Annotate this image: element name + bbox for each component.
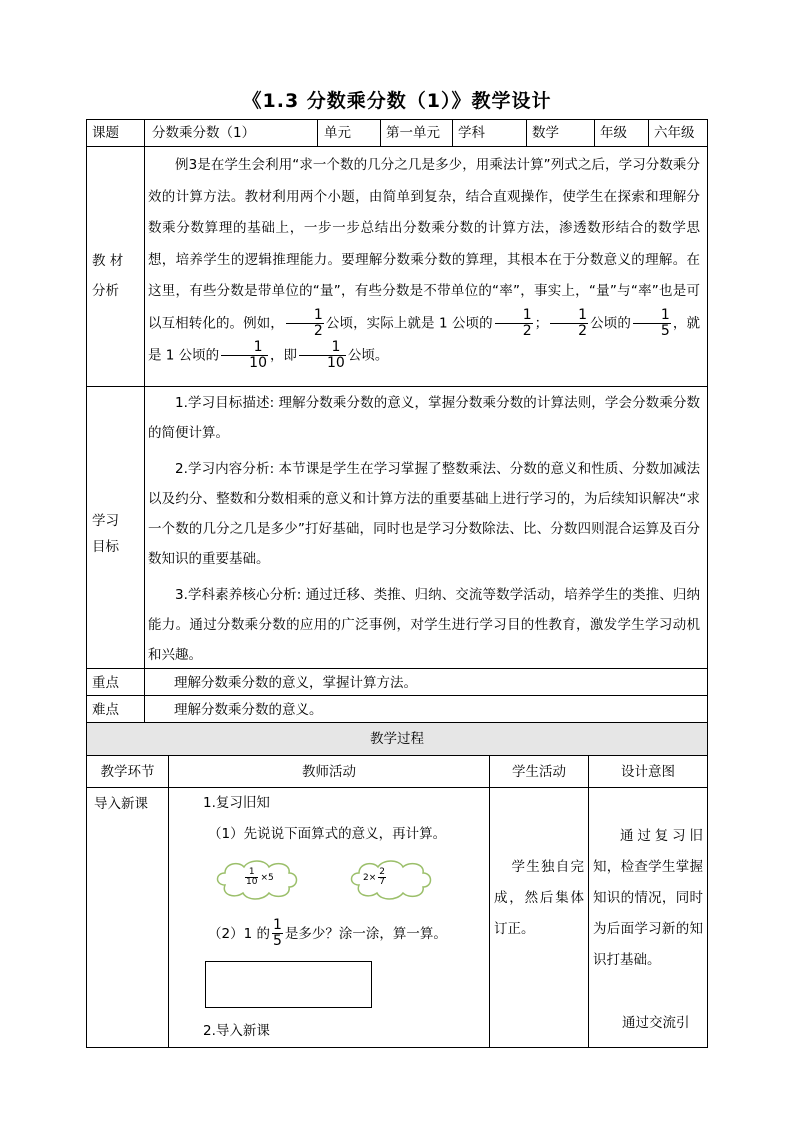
design-intent-1: 通过复习旧知，检查学生掌握知识的情况，同时为后面学习新的知识打基础。	[593, 828, 703, 968]
goals-label-line2: 目标	[92, 539, 119, 555]
goal-content-analysis: 2.学习内容分析: 本节课是学生在学习掌握了整数乘法、分数的意义和性质、分数加减法以及约分、整数和分数相乘的意义和计算方法的重要基础上进行学习的，为后续知识解决“求一个数的几分之几是多少”打好基础，同时也是学习分数除法、比、分数四则混合运算及百分数知识的重要基础。	[148, 461, 700, 567]
subject-label: 学科	[458, 125, 485, 141]
difficulty-label: 难点	[92, 702, 119, 718]
topic-value: 分数乘分数（1）	[152, 125, 256, 141]
goals-content	[148, 388, 700, 670]
topic-label: 课题	[92, 125, 119, 141]
analysis-paragraph: 例3是在学生会利用“求一个数的几分之几是多少，用乘法计算”列式之后，学习分数乘分效的计算方法。教材利用两个小题，由简单到复杂，结合直观操作，使学生在探索和理解分数乘分数算理的基础上，一步一步总结出分数乘分数的计算方法，渗透数形结合的数学思想，培养学生的逻辑推理能力。要理解分数乘分数的算理，其根本在于分数意义的理解。在这里，有些分数是带单位的“量”，有些分数是不带单位的“率”，事实上，“量”与“率”也是可以互相转化的。例如， $\frac{1}{2}$ 公顷，实际上就是 1 公顷的 $\frac{1}{2}$ ； $\frac{1}{2}$ 公顷的 $\frac{1}{5}$ ，就是 1 公顷的 $\frac{1}{10}$ ，即 $\frac{1}{10}$ 公顷。	[148, 157, 701, 371]
teacher-step1: 1.复习旧知	[203, 795, 270, 811]
fraction: $\frac{1}{2}$	[550, 308, 588, 339]
goals-label	[92, 508, 119, 560]
process-title: 教学过程	[87, 723, 707, 755]
page-title: 《1.3 分数乘分数（1）》教学设计	[242, 90, 552, 112]
col-stage-header: 教学环节	[100, 764, 155, 780]
col-teacher-header: 教师活动	[302, 764, 356, 780]
goal-description: 1.学习目标描述: 理解分数乘分数的意义，掌握分数乘分数的计算法则，学会分数乘分数的简便计算。	[148, 395, 700, 441]
fraction: $\frac{1}{10}$	[299, 340, 346, 371]
grade-value: 六年级	[654, 125, 695, 141]
unit-label: 单元	[324, 125, 351, 141]
fraction: $\frac{1}{2}$	[495, 308, 533, 339]
goals-label-line1: 学习	[92, 513, 119, 529]
fraction: $\frac{1}{2}$	[286, 308, 324, 339]
grade-label: 年级	[600, 125, 627, 141]
cloud-expression-1: $\frac{1}{10}$ ×5	[211, 855, 303, 903]
goal-literacy-analysis: 3.学科素养核心分析: 通过迁移、类推、归纳、交流等数学活动，培养学生的类推、归纳能力。通过分数乘分数的应用的广泛事例，对学生进行学习目的性教育，激发学生学习动机和兴趣。	[148, 587, 700, 663]
difficulty-value: 理解分数乘分数的意义。	[174, 702, 323, 718]
col-student-header: 学生活动	[512, 764, 566, 780]
analysis-label	[92, 246, 123, 306]
student-activity: 学生独自完成，然后集体订正。	[494, 859, 584, 937]
subject-value: 数学	[532, 125, 559, 141]
analysis-text: 例3是在学生会利用“求一个数的几分之几是多少，用乘法计算”列式之后，学习分数乘分效的计算方法。教材利用两个小题，由简单到复杂，结合直观操作，使学生在探索和理解分数乘分数算理的基础上，一步一步总结出分数乘分数的计算方法，渗透数形结合的数学思想，培养学生的逻辑推理能力。要理解分数乘分数的算理，其根本在于分数意义的理解。在这里，有些分数是带单位的“量”，有些分数是不带单位的“率”，事实上，“量”与“率”也是可以互相转化的。例如，	[148, 157, 700, 331]
teacher-step2: 2.导入新课	[203, 1023, 270, 1039]
fraction: $\frac{1}{10}$	[221, 340, 268, 371]
cloud-shape-icon	[345, 855, 437, 903]
stage-value: 导入新课	[94, 796, 148, 812]
analysis-label-line1: 教 材	[92, 253, 124, 269]
design-intent-2: 通过交流引	[622, 1015, 690, 1031]
unit-value: 第一单元	[386, 125, 440, 141]
drawing-rectangle[interactable]	[205, 961, 372, 1008]
key-point-value: 理解分数乘分数的意义，掌握计算方法。	[174, 675, 417, 691]
teacher-question1: （1）先说说下面算式的意义，再计算。	[208, 826, 447, 842]
key-point-label: 重点	[92, 675, 119, 691]
teacher-question2: （2）1 的 $\frac{1}{5}$ 是多少？涂一涂，算一算。	[208, 917, 447, 949]
col-intent-header: 设计意图	[621, 764, 675, 780]
cloud-expression-2: 2× $\frac{2}{7}$	[345, 855, 437, 903]
fraction: $\frac{1}{5}$	[633, 308, 671, 339]
analysis-label-line2: 分析	[92, 283, 119, 299]
